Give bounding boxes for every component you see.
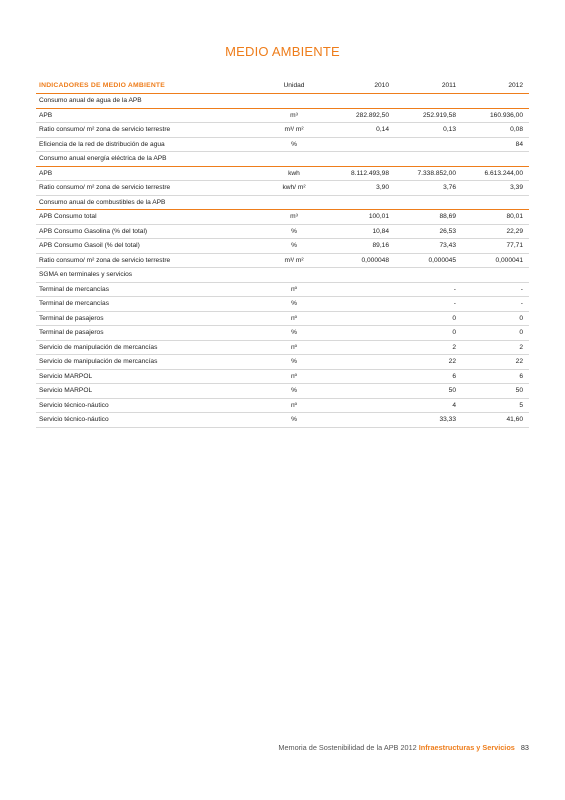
table-row [36,239,529,254]
value-2012: 0 [519,329,523,336]
value-2011: - [453,300,456,307]
value-2012: 160.936,00 [489,111,523,119]
row-label: Servicio de manipulación de mercancías [39,343,158,351]
table-row [36,341,529,356]
section-row [36,94,529,109]
row-label: Terminal de pasajeros [39,314,104,322]
table-row [36,210,529,225]
footer-text: Memoria de Sostenibilidad de la APB 2012 [278,743,417,752]
value-2010: 100,01 [368,213,389,220]
value-2010: 282.892,50 [355,111,389,119]
value-2011: - [453,285,456,293]
row-label: Servicio MARPOL [39,372,93,380]
row-label: APB Consumo total [39,213,97,220]
row-unit: % [291,387,297,394]
value-2011: 3,76 [443,184,456,191]
row-label: APB [39,111,53,119]
section-row [36,152,529,167]
value-2012: 41,60 [506,416,523,423]
table-row [36,384,529,399]
row-unit: kwh [288,169,300,177]
table-row [36,181,529,196]
row-label: Terminal de mercancías [39,300,109,307]
value-2011: 26,53 [439,227,456,235]
value-2012: 0 [519,314,523,322]
table-row [36,167,529,182]
row-unit: % [291,329,297,336]
value-2011: 0 [452,329,456,336]
row-unit: % [291,300,297,307]
page-footer [278,743,529,752]
row-label: Ratio consumo/ m² zona de servicio terrestre [39,256,171,264]
value-2012: - [520,300,523,307]
row-unit: nº [290,401,298,409]
value-2012: 50 [515,387,523,394]
row-label: Consumo anual de combustibles de la APB [39,198,166,206]
row-unit: kwh/ m² [282,184,306,191]
value-2012: 3,39 [510,184,523,191]
table-body [36,94,529,428]
row-unit: m³/ m² [284,256,304,264]
value-2010: 89,16 [372,242,389,249]
value-2012: 80,01 [506,213,523,220]
column-header-unit: Unidad [283,82,305,89]
table-row [36,399,529,414]
value-2010: 3,90 [376,184,389,191]
value-2010: 8.112.493,98 [350,169,389,177]
column-header-2012: 2012 [508,82,523,89]
environment-indicators-table [36,78,529,428]
row-unit: % [291,140,297,148]
row-label: Eficiencia de la red de distribución de agua [39,140,165,148]
row-unit: nº [290,314,298,322]
row-label: Servicio técnico-náutico [39,401,109,409]
value-2011: 252.919,58 [422,111,456,119]
row-label: APB Consumo Gasoil (% del total) [39,242,140,249]
value-2011: 73,43 [439,242,456,249]
table-title: INDICADORES DE MEDIO AMBIENTE [39,82,166,89]
value-2011: 7.338.852,00 [417,169,456,177]
row-label: Consumo anual de agua de la APB [39,97,142,104]
page-title: MEDIO AMBIENTE [225,44,340,59]
value-2012: 0,000041 [495,256,523,264]
value-2011: 2 [452,343,456,351]
row-unit: nº [290,285,298,293]
column-header-2010: 2010 [374,82,389,89]
value-2010: 0,000048 [361,256,389,264]
row-unit: m³/ m² [284,126,304,133]
table-row [36,355,529,370]
row-unit: m³ [290,213,298,220]
row-label: Consumo anual energía eléctrica de la APB [39,155,167,162]
table-row [36,138,529,153]
row-label: SGMA en terminales y servicios [39,271,133,278]
page-number: 83 [520,743,529,752]
row-unit: m³ [290,111,298,119]
value-2012: 2 [519,343,523,351]
value-2011: 0,000045 [428,256,456,264]
row-label: APB Consumo Gasolina (% del total) [39,227,148,235]
section-row [36,196,529,211]
footer-section: Infraestructuras y Servicios [418,743,515,752]
row-unit: % [291,416,297,423]
table-row [36,413,529,428]
value-2011: 6 [452,372,456,380]
value-2012: 5 [519,401,523,409]
table-row [36,268,529,283]
row-unit: % [291,227,297,235]
row-label: APB [39,169,53,177]
row-label: Terminal de pasajeros [39,329,104,336]
table-row [36,283,529,298]
table-row [36,312,529,327]
value-2011: 22 [448,358,456,365]
table-row [36,254,529,269]
value-2012: 6 [519,372,523,380]
value-2012: 0,08 [510,126,523,133]
value-2012: 6.613.244,00 [484,169,523,177]
row-label: Terminal de mercancías [39,285,109,293]
row-label: Servicio MARPOL [39,387,93,394]
value-2012: 84 [515,140,523,148]
row-label: Servicio técnico-náutico [39,416,109,423]
table-row [36,123,529,138]
value-2011: 4 [452,401,456,409]
table-row [36,297,529,312]
row-label: Servicio de manipulación de mercancías [39,358,158,365]
value-2012: - [520,285,523,293]
row-label: Ratio consumo/ m² zona de servicio terrestre [39,184,171,191]
value-2011: 50 [448,387,456,394]
column-header-2011: 2011 [441,82,456,89]
value-2012: 22,29 [506,227,523,235]
value-2011: 0,13 [443,126,456,133]
table-row [36,326,529,341]
row-unit: nº [290,343,298,351]
value-2010: 10,84 [372,227,389,235]
row-unit: nº [290,372,298,380]
value-2011: 0 [452,314,456,322]
row-unit: % [291,242,297,249]
value-2012: 22 [515,358,523,365]
row-unit: % [291,358,297,365]
row-label: Ratio consumo/ m² zona de servicio terrestre [39,126,171,133]
table-row [36,109,529,124]
table-row [36,370,529,385]
value-2011: 33,33 [439,416,456,423]
value-2011: 88,69 [439,213,456,220]
table-row [36,225,529,240]
value-2012: 77,71 [506,242,523,249]
value-2010: 0,14 [376,126,389,133]
table-header [36,78,529,94]
